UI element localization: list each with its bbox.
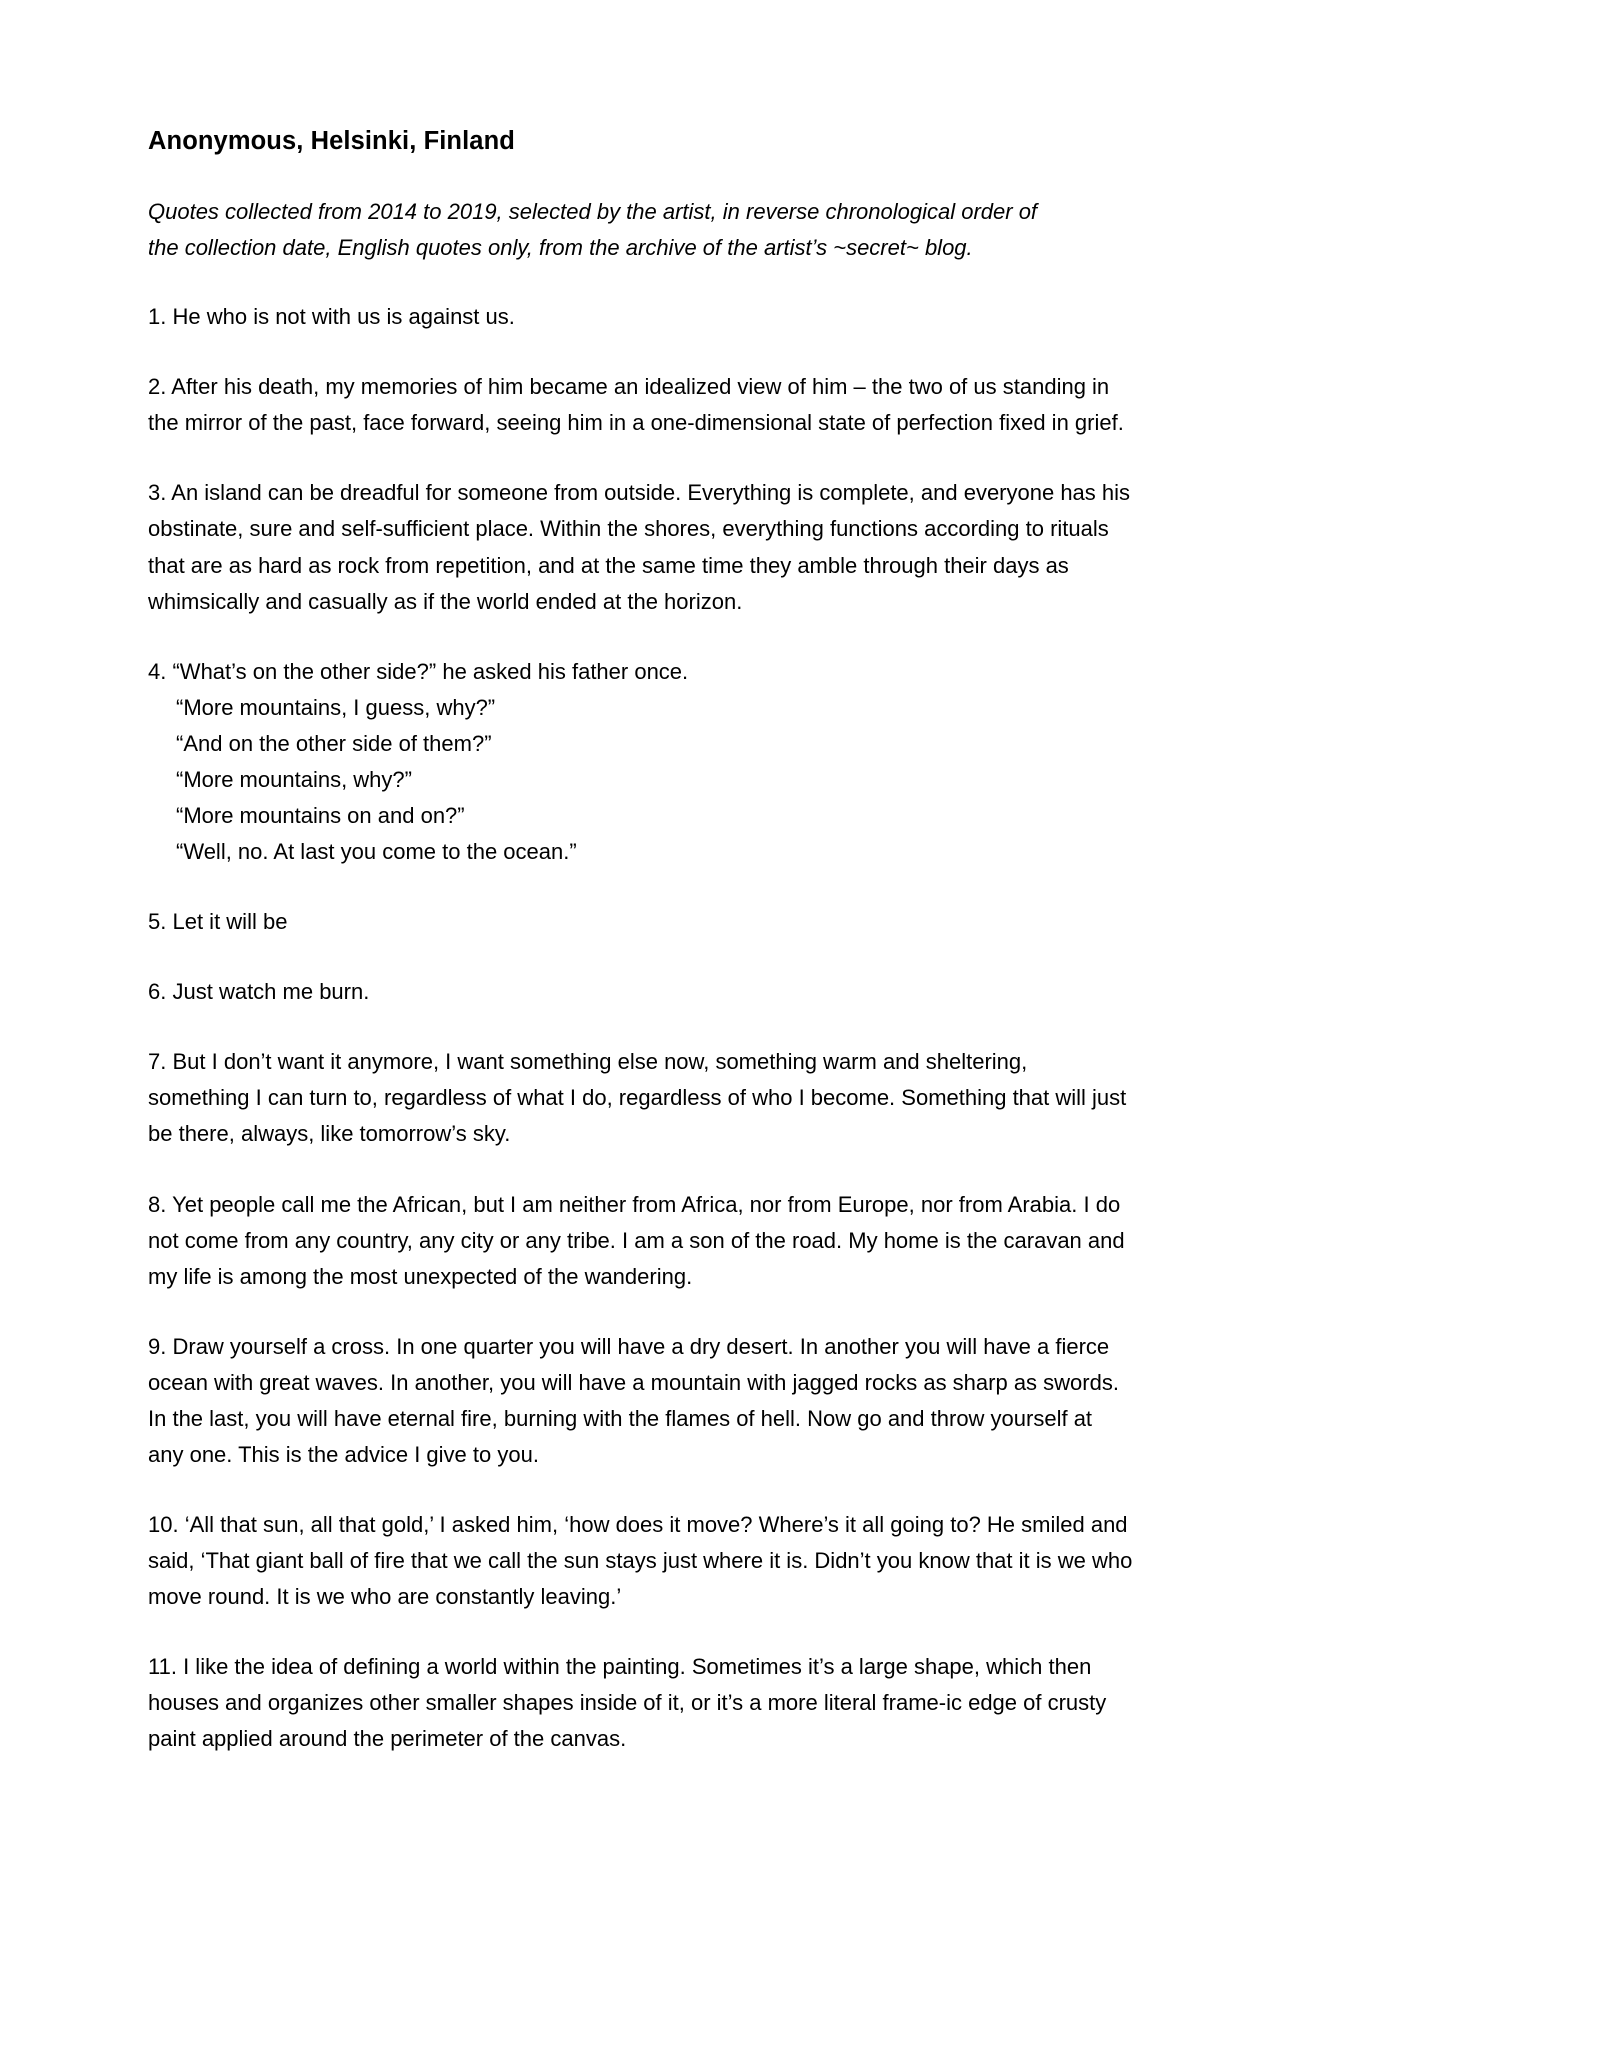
quote-number: 6.: [148, 979, 167, 1005]
quote-text: He who is not with us is against us.: [172, 304, 515, 330]
dialogue-line: “And on the other side of them?”: [176, 730, 492, 756]
quote-number: 7.: [148, 1049, 167, 1075]
quote-item: [148, 904, 1133, 940]
quote-text: Draw yourself a cross. In one quarter you will have a dry desert. In another you will have a fierce ocean with great waves. In another, you will have a mountain with jagged rocks as sharp as swords. In the last, you will have eternal fire, burning with the flames of hell. Now go and throw yourself at any one. This is the advice I give to you.: [148, 1333, 1119, 1467]
quote-item: [148, 654, 1133, 870]
quote-text: Let it will be: [172, 909, 288, 935]
quote-text: But I don’t want it anymore, I want something else now, something warm and sheltering, something I can turn to, regardless of what I do, regardless of who I become. Something that will just be there, always, like tomorrow’s sky.: [148, 1049, 1127, 1147]
quote-number: 5.: [148, 909, 167, 935]
quote-item: [148, 369, 1133, 441]
quote-item: [148, 299, 1133, 335]
quote-item: [148, 1507, 1133, 1615]
quote-text: After his death, my memories of him became an idealized view of him – the two of us standing in the mirror of the past, face forward, seeing him in a one-dimensional state of perfection fixed in grief.: [148, 374, 1124, 436]
quote-number: 4.: [148, 658, 167, 684]
dialogue-block: [148, 690, 1133, 870]
quote-text: An island can be dreadful for someone from outside. Everything is complete, and everyone has his obstinate, sure and self-sufficient place. Within the shores, everything functions according to rituals that are as hard as rock from repetition, and at the same time they amble through their days as whimsically and casually as if the world ended at the horizon.: [148, 480, 1131, 614]
quote-number: 1.: [148, 304, 167, 330]
intro-note: Quotes collected from 2014 to 2019, selected by the artist, in reverse chronological order of the collection date, English quotes only, from the archive of the artist’s ~secret~ blog.: [148, 198, 1038, 260]
quote-text: Just watch me burn.: [172, 979, 370, 1005]
dialogue-line: “More mountains, I guess, why?”: [176, 694, 496, 720]
quote-item: [148, 974, 1133, 1010]
quote-number: 10.: [148, 1512, 179, 1538]
quote-text: ‘All that sun, all that gold,’ I asked him, ‘how does it move? Where’s it all going to? He smiled and said, ‘That giant ball of fire that we call the sun stays just where it is. Didn’t you know that it is we who move round. It is we who are constantly leaving.’: [148, 1512, 1133, 1610]
quote-list: [148, 299, 1450, 1757]
quote-item: [148, 475, 1133, 619]
quote-number: 3.: [148, 480, 167, 506]
quote-text: “What’s on the other side?” he asked his father once.: [172, 658, 689, 684]
quote-number: 9.: [148, 1333, 167, 1359]
dialogue-line: “More mountains, why?”: [176, 766, 412, 792]
dialogue-line: “Well, no. At last you come to the ocean.”: [176, 839, 577, 865]
quote-item: [148, 1187, 1133, 1295]
quote-text: I like the idea of defining a world within the painting. Sometimes it’s a large shape, which then houses and organizes other smaller shapes inside of it, or it’s a more literal frame-ic edge of crusty paint applied around the perimeter of the canvas.: [148, 1654, 1107, 1752]
quote-item: [148, 1044, 1133, 1152]
quote-item: [148, 1649, 1133, 1757]
page-title: Anonymous, Helsinki, Finland: [148, 127, 515, 155]
quote-text: Yet people call me the African, but I am neither from Africa, nor from Europe, nor from Arabia. I do not come from any country, any city or any tribe. I am a son of the road. My home is the caravan and my life is among the most unexpected of the wandering.: [148, 1191, 1125, 1289]
quote-number: 8.: [148, 1191, 167, 1217]
quote-number: 11.: [148, 1654, 177, 1680]
quote-number: 2.: [148, 374, 167, 400]
quote-item: [148, 1329, 1133, 1473]
dialogue-line: “More mountains on and on?”: [176, 802, 465, 828]
